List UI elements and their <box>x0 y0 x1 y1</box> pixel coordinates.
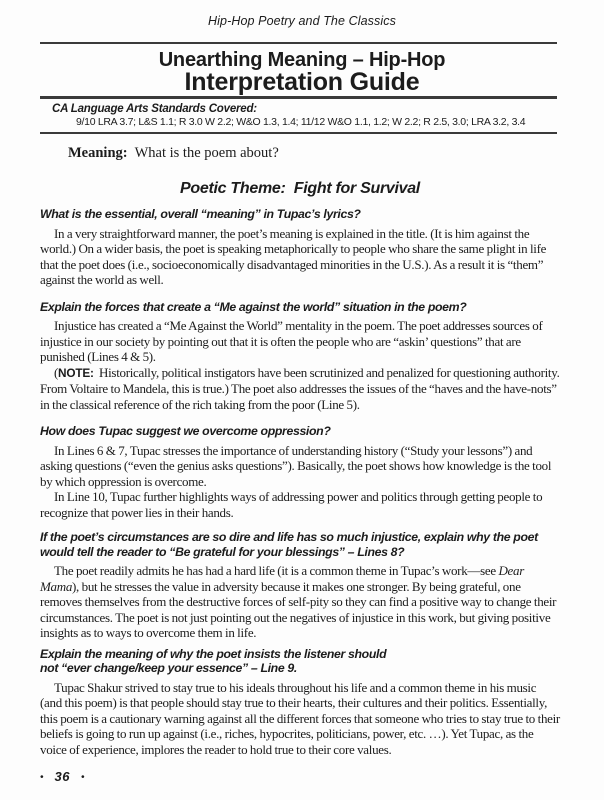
body-paragraph <box>40 443 560 490</box>
footer-page-number: 36 <box>54 769 70 784</box>
text-segment: NOTE: <box>58 365 94 380</box>
text-segment: The poet readily admits he has had a hard life (it is a common theme in Tupac’s work—see <box>54 563 499 578</box>
body-paragraph <box>40 680 560 758</box>
body-paragraph <box>40 226 560 288</box>
qa-section <box>40 530 560 641</box>
text-segment: In Line 10, Tupac further highlights ways of addressing power and politics through getting people to recognize that power lies in their hands. <box>40 489 543 520</box>
body-paragraph <box>40 318 560 365</box>
text-segment: Dear Mama <box>40 563 524 594</box>
title-rule <box>40 96 557 99</box>
qa-section <box>40 424 560 520</box>
text-segment: In Lines 6 & 7, Tupac stresses the importance of understanding history (“Study your lessons”) and asking questions (“even the genius asks questions”). Basically, the poet shows how knowledge is the tool by which oppression is overcome. <box>40 442 552 489</box>
page-footer <box>40 769 85 785</box>
standards-label: CA Language Arts Standards Covered: <box>52 103 257 115</box>
question-heading: If the poet’s circumstances are so dire and life has so much injustice, explain why the poet would tell the reader to “Be grateful for your blessings” – Lines 8? <box>40 530 538 559</box>
qa-section <box>40 207 560 288</box>
meaning-text: What is the poem about? <box>134 145 279 161</box>
qa-section <box>40 300 560 413</box>
question-heading: Explain the forces that create a “Me against the world” situation in the poem? <box>40 299 467 314</box>
question-heading: How does Tupac suggest we overcome oppression? <box>40 424 331 438</box>
main-title-line2: Interpretation Guide <box>184 68 420 96</box>
text-segment: In a very straightforward manner, the poet’s meaning is explained in the title. (It is him against the world.) On a wider basis, the poet is speaking metaphorically to people who share the same plight in life that the poet does (i.e., socioeconomically disadvantaged minorities in the U.S.). As a result it is “them” against the world as well. <box>40 225 547 287</box>
question-heading: What is the essential, overall “meaning” in Tupac’s lyrics? <box>40 207 361 221</box>
meaning-line <box>68 145 560 161</box>
meaning-label: Meaning: <box>68 145 128 161</box>
standards-rule <box>40 132 557 134</box>
text-segment: Historically, political instigators have been scrutinized and penalized for questioning authority. From Voltaire to Mandela, this is true.) The poet also addresses the issues of the “haves and the have-nots” in the classical reference of the rich taking from the poor (Line 5). <box>40 364 560 412</box>
footer-bullet-left: • <box>40 772 44 783</box>
body-paragraph <box>40 365 560 413</box>
footer-bullet-right: • <box>80 772 85 783</box>
page-content <box>0 103 604 128</box>
header-rule <box>40 42 557 44</box>
body-paragraph <box>40 563 560 641</box>
body-content <box>0 145 604 757</box>
body-paragraph <box>40 489 560 520</box>
text-segment: Tupac Shakur strived to stay true to his ideals throughout his life and a common theme in his music (and this poem) is that people should stay true to their hearts, their cultures and their politics. Essentially, this poem is a cautionary warning against all the different forces that someone who tries to stay true to their beliefs is going to run up against (i.e., riches, hypocrites, politicians, power, etc. …). Yet Tupac, as the voice of experience, implores the reader to hold true to their core values. <box>40 679 560 757</box>
theme-heading: Poetic Theme: Fight for Survival <box>180 180 420 197</box>
sections-container <box>40 207 560 757</box>
standards-text: 9/10 LRA 3.7; L&S 1.1; R 3.0 W 2.2; W&O 1.3, 1.4; 11/12 W&O 1.1, 1.2; W 2.2; R 2.5, 3.0; LRA 3.2, 3.4 <box>76 116 526 128</box>
text-segment: Injustice has created a “Me Against the World” mentality in the poem. The poet addresses sources of injustice in our society by pointing out that it is often the people who are “askin’ questions” that are punished (Lines 4 & 5). <box>40 318 543 364</box>
main-title-line1: Unearthing Meaning – Hip-Hop <box>158 49 446 71</box>
text-segment: ), but he stresses the value in adversity because it makes one stronger. By being grateful, one removes themselves from the destructive forces of self-pity so they can find a positive way to change their circumstances. The poet is not just pointing out the negatives of injustice in this work, but giving positive insights as to ways to overcome them in life. <box>40 578 557 640</box>
text-segment: ( <box>54 364 59 380</box>
running-head: Hip-Hop Poetry and The Classics <box>208 14 396 28</box>
question-heading: Explain the meaning of why the poet insists the listener should not “ever change/keep your essence” – Line 9. <box>40 646 387 675</box>
qa-section <box>40 647 560 758</box>
